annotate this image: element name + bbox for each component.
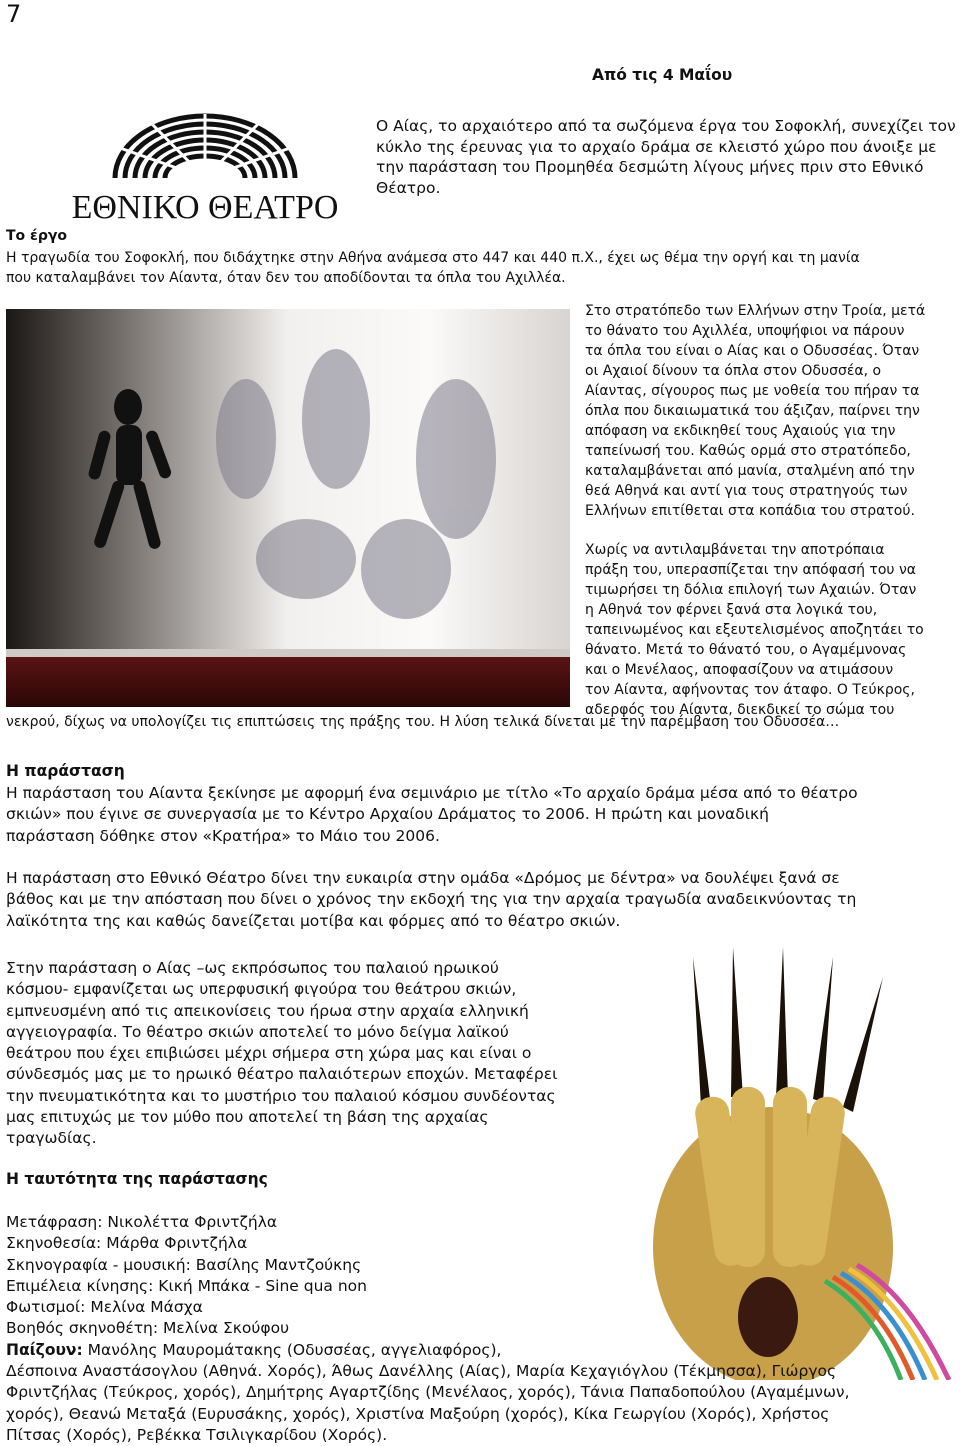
cast-label: Παίζουν: — [6, 1340, 83, 1359]
work-tail-line: νεκρού, δίχως να υπολογίζει τις επιπτώσεις της πράξης του. Η λύση τελικά δίνεται με την παρέμβαση του Οδυσσέα… — [6, 714, 840, 730]
work-heading: Το έργο — [6, 228, 68, 244]
text-line: παράσταση δόθηκε στον «Κρατήρα» το Μάιο του 2006. — [6, 826, 440, 845]
date-heading: Από τις 4 Μαΐου — [592, 66, 733, 84]
text-line: όπλα που δικαιωματικά του άξιζαν, παίρνει την — [585, 403, 920, 419]
work-line-2: που καταλαμβάνει τον Αίαντα, όταν δεν του αποδίδονται τα όπλα του Αχιλλέα. — [6, 270, 566, 286]
text-line: τιμωρήσει τη δόλια επιλογή των Αχαιών. Όταν — [585, 582, 917, 598]
text-line: εμπνευσμένη από τις απεικονίσεις του ήρωα στην αρχαία ελληνική — [6, 1001, 529, 1020]
performance-paragraph-2 — [6, 868, 960, 932]
intro-paragraph: Ο Αίας, το αρχαιότερο από τα σωζόμενα έργα του Σοφοκλή, συνεχίζει τον κύκλο της έρευνας για το αρχαίο δράμα σε κλειστό χώρο που άνοιξε με την παράσταση του Προμηθέα δεσμώτη λίγους μήνες πριν στο Εθνικό Θέατρο. — [376, 117, 956, 197]
work-column-paragraph-2 — [585, 540, 960, 720]
text-line: καταλαμβάνεται από μανία, σταλμένη από την — [585, 463, 915, 479]
cast-line: Δέσποινα Αναστάσογλου (Αθηνά. Χορός), Άθως Δανέλλης (Αίας), Μαρία Κεχαγιόγλου (Τέκμησσα), Γιώργος — [6, 1362, 837, 1381]
text-line: Η παράσταση στο Εθνικό Θέατρο δίνει την ευκαιρία στην ομάδα «Δρόμος με δέντρα» να δουλέψει ξανά σε — [6, 869, 840, 887]
cast-line: Φριντζήλας (Τεύκρος, χορός), Δημήτρης Αγαρτζίδης (Μενέλαος, χορός), Τάνια Παπαδοπούλου (Αγαμέμνων, — [6, 1383, 850, 1402]
text-line: την πνευματικότητα και το μυστήριο του παλαιού κόσμου συνδέοντας — [6, 1086, 556, 1105]
work-column-paragraph-1 — [585, 301, 960, 521]
text-line: το θάνατο του Αχιλλέα, υποψήφιοι να πάρουν — [585, 323, 905, 339]
cast-first: Μανόλης Μαυρομάτακης (Οδυσσέας, αγγελιαφόρος), — [82, 1340, 502, 1359]
text-line: αγγειογραφία. Το θέατρο σκιών αποτελεί το μόνο δείγμα λαϊκού — [6, 1022, 509, 1041]
text-line: Χωρίς να αντιλαμβάνεται την αποτρόπαια — [585, 542, 885, 558]
text-line: θάνατο. Μετά το θάνατό του, ο Αγαμέμνονας — [585, 642, 907, 658]
text-line: τραγωδίας. — [6, 1129, 97, 1148]
text-line: σύνδεσμός μας με το ηρωικό θέατρο παλαιότερων εποχών. Μεταφέρει — [6, 1065, 558, 1084]
national-theatre-logo — [55, 108, 355, 228]
shadow-theatre-photo — [6, 309, 570, 707]
text-line: και ο Μενέλαος, αποφασίζουν να ατιμάσουν — [585, 662, 894, 678]
text-line: ταπείνωσή του. Καθώς ορμά στο στρατόπεδο, — [585, 443, 911, 459]
text-line: τον Αίαντα, αφήνοντας τον άταφο. Ο Τεύκρος, — [585, 682, 915, 698]
text-line: Αίαντας, σίγουρος πως με νοθεία του πήραν τα — [585, 383, 920, 399]
credit-line: Μετάφραση: Νικολέττα Φριντζήλα — [6, 1213, 278, 1231]
text-line: λαϊκότητα της και καθώς δανείζεται μοτίβα και φόρμες από το θέατρο σκιών. — [6, 911, 621, 930]
credits-heading: Η ταυτότητα της παράστασης — [6, 1170, 268, 1188]
text-line: τα όπλα του είναι ο Αίας και ο Οδυσσέας. Όταν — [585, 343, 920, 359]
text-line: ταπεινωμένος και εξευτελισμένος αποζητάει το — [585, 622, 924, 638]
text-line: απόφαση να εκδικηθεί τους Αχαιούς για την — [585, 423, 896, 439]
text-line: Ελλήνων επιτίθεται στα κοπάδια του στρατού. — [585, 503, 915, 519]
text-line: πράξη του, υπερασπίζεται την απόφασή του να — [585, 562, 916, 578]
logo-text: ΕΘΝΙΚΟ ΘΕΑΤΡΟ — [71, 189, 339, 226]
text-line: μας επιτυχώς με τον μύθο που αποτελεί τη βάση της αρχαίας — [6, 1108, 489, 1127]
performance-paragraph-1 — [6, 783, 960, 847]
performance-paragraph-3 — [6, 958, 666, 1150]
performance-heading: Η παράσταση — [6, 762, 125, 780]
text-line: θεά Αθηνά και αντί για τους στρατηγούς των — [585, 483, 908, 499]
theatre-logo-icon — [55, 108, 355, 228]
cast-line: Πίτσας (Χορός), Ρεβέκκα Τσιλιγκαρίδου (Χορός). — [6, 1425, 388, 1444]
text-line: Η παράσταση του Αίαντα ξεκίνησε με αφορμή ένα σεμινάριο με τίτλο «Το αρχαίο δράμα μέσα από το θέατρο — [6, 784, 858, 802]
text-line: Στο στρατόπεδο των Ελλήνων στην Τροία, μετά — [585, 303, 926, 319]
page-number: 7 — [6, 0, 22, 28]
text-line: κόσμου- εμφανίζεται ως υπερφυσική φιγούρα του θεάτρου σκιών, — [6, 980, 517, 999]
credit-line: Βοηθός σκηνοθέτη: Μελίνα Σκούφου — [6, 1319, 290, 1338]
credit-line: Φωτισμοί: Μελίνα Μάσχα — [6, 1298, 203, 1317]
text-line: Στην παράσταση ο Αίας –ως εκπρόσωπος του παλαιού ηρωικού — [6, 959, 499, 977]
work-line-1: Η τραγωδία του Σοφοκλή, που διδάχτηκε στην Αθήνα ανάμεσα στο 447 και 440 π.Χ., έχει ως θέμα την οργή και τη μανία — [6, 250, 860, 266]
cast-line: χορός), Θεανώ Μεταξά (Ευρυσάκης, χορός), Χριστίνα Μαξούρη (χορός), Κίκα Γεωργίου (Χορός), Χρήστος — [6, 1404, 830, 1423]
credits-list — [6, 1212, 960, 1446]
text-line: οι Αχαιοί δίνουν τα όπλα στον Οδυσσέα, ο — [585, 363, 882, 379]
text-line: θεάτρου που έχει επιβιώσει μέχρι σήμερα στη χώρα μας και είναι ο — [6, 1044, 532, 1063]
text-line: σκιών» που έγινε σε συνεργασία με το Κέντρο Αρχαίου Δράματος το 2006. Η πρώτη και μοναδική — [6, 805, 769, 824]
text-line: η Αθηνά τον φέρνει ξανά στα λογικά του, — [585, 602, 878, 618]
credit-line: Επιμέλεια κίνησης: Κική Μπάκα - Sine qua non — [6, 1276, 367, 1295]
cast-line — [6, 1340, 960, 1361]
credit-line: Σκηνοθεσία: Μάρθα Φριντζήλα — [6, 1234, 248, 1253]
text-line: αδερφός του Αίαντα, διεκδικεί το σώμα του — [585, 702, 895, 718]
credit-line: Σκηνογραφία - μουσική: Βασίλης Μαντζούκης — [6, 1255, 362, 1274]
text-line: βάθος και με την απόσταση που δίνει ο χρόνος την εκδοχή της για την αρχαία τραγωδία αναδεικνύοντας τη — [6, 890, 857, 909]
